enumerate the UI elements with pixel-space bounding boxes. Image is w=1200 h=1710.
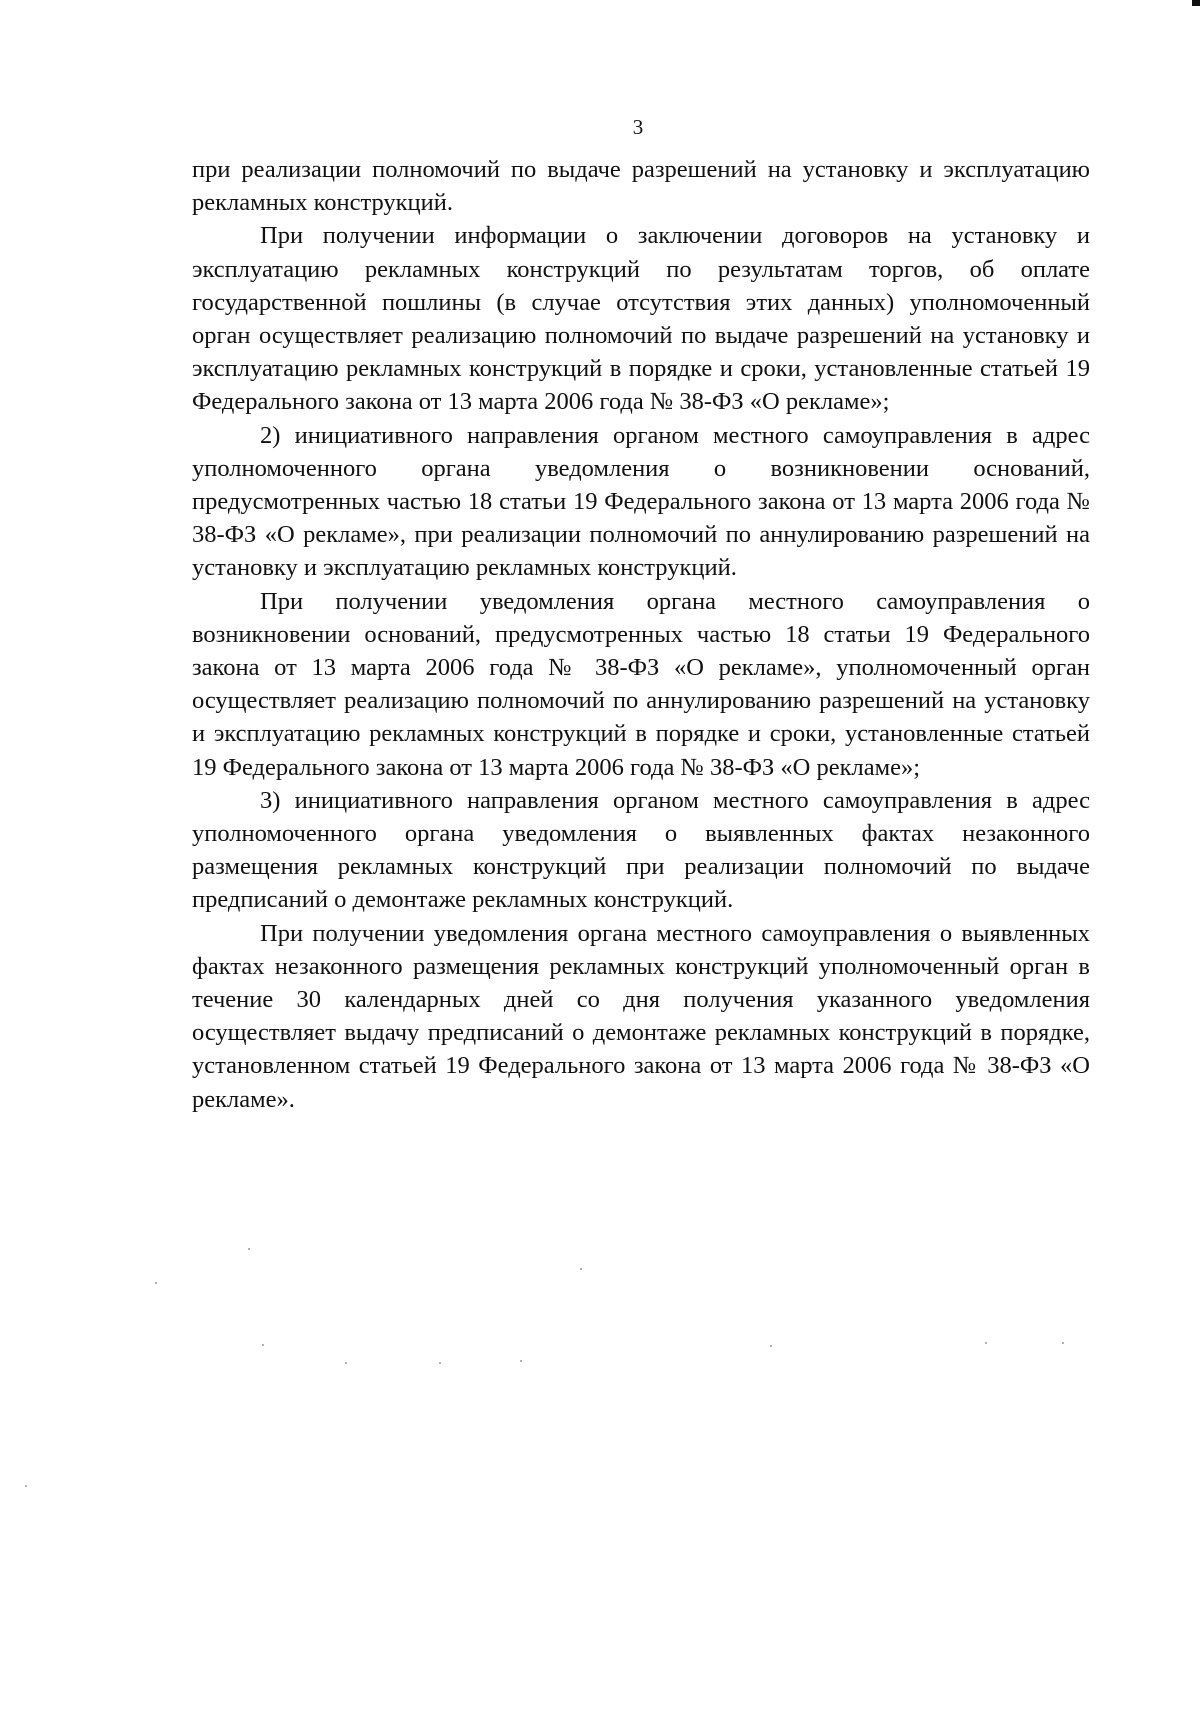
scan-speck <box>262 1344 264 1346</box>
scan-corner-mark <box>1192 0 1200 6</box>
scan-speck <box>155 1282 157 1284</box>
scan-speck <box>770 1345 772 1347</box>
paragraph-3: 2) инициативного направления органом местного самоуправления в адрес уполномоченного органа уведомления о возникновении оснований, предусмотренных частью 18 статьи 19 Федерального закона от 13 марта 2006 года № 38-ФЗ «О рекламе», при реализации полномочий по аннулированию разрешений на установку и эксплуатацию рекламных конструкций. <box>192 421 1090 582</box>
scan-speck <box>520 1360 522 1362</box>
paragraph-6: При получении уведомления органа местного самоуправления о выявленных фактах незаконного размещения рекламных конструкций уполномоченный орган в течение 30 календарных дней со дня получения указанного уведомления осуществляет выдачу предписаний о демонтаже рекламных конструкций в порядке, установленном статьей 19 Федерального закона от 13 марта 2006 года № 38-ФЗ «О рекламе». <box>192 919 1090 1113</box>
paragraph-1: при реализации полномочий по выдаче разрешений на установку и эксплуатацию рекламных конструкций. <box>192 156 1090 217</box>
paragraph-5: 3) инициативного направления органом местного самоуправления в адрес уполномоченного органа уведомления о выявленных фактах незаконного размещения рекламных конструкций при реализации полномочий по выдаче предписаний о демонтаже рекламных конструкций. <box>192 786 1090 914</box>
scan-speck <box>25 1485 27 1487</box>
scan-speck <box>345 1362 347 1364</box>
page-number: 3 <box>632 115 644 139</box>
scan-speck <box>248 1248 250 1250</box>
paragraph-4: При получении уведомления органа местного самоуправления о возникновении оснований, предусмотренных частью 18 статьи 19 Федерального закона от 13 марта 2006 года № 38-ФЗ «О рекламе», уполномоченный орган осуществляет реализацию полномочий по аннулированию разрешений на установку и эксплуатацию рекламных конструкций в порядке и сроки, установленные статьей 19 Федерального закона от 13 марта 2006 года № 38-ФЗ «О рекламе»; <box>192 587 1090 781</box>
document-body <box>192 153 1090 1116</box>
scan-speck <box>439 1362 441 1364</box>
scan-speck <box>580 1268 582 1270</box>
scan-speck <box>985 1342 987 1344</box>
scan-speck <box>1062 1342 1064 1344</box>
paragraph-2: При получении информации о заключении договоров на установку и эксплуатацию рекламных конструкций по результатам торгов, об оплате государственной пошлины (в случае отсутствия этих данных) уполномоченный орган осуществляет реализацию полномочий по выдаче разрешений на установку и эксплуатацию рекламных конструкций в порядке и сроки, установленные статьей 19 Федерального закона от 13 марта 2006 года № 38-ФЗ «О рекламе»; <box>192 222 1090 416</box>
